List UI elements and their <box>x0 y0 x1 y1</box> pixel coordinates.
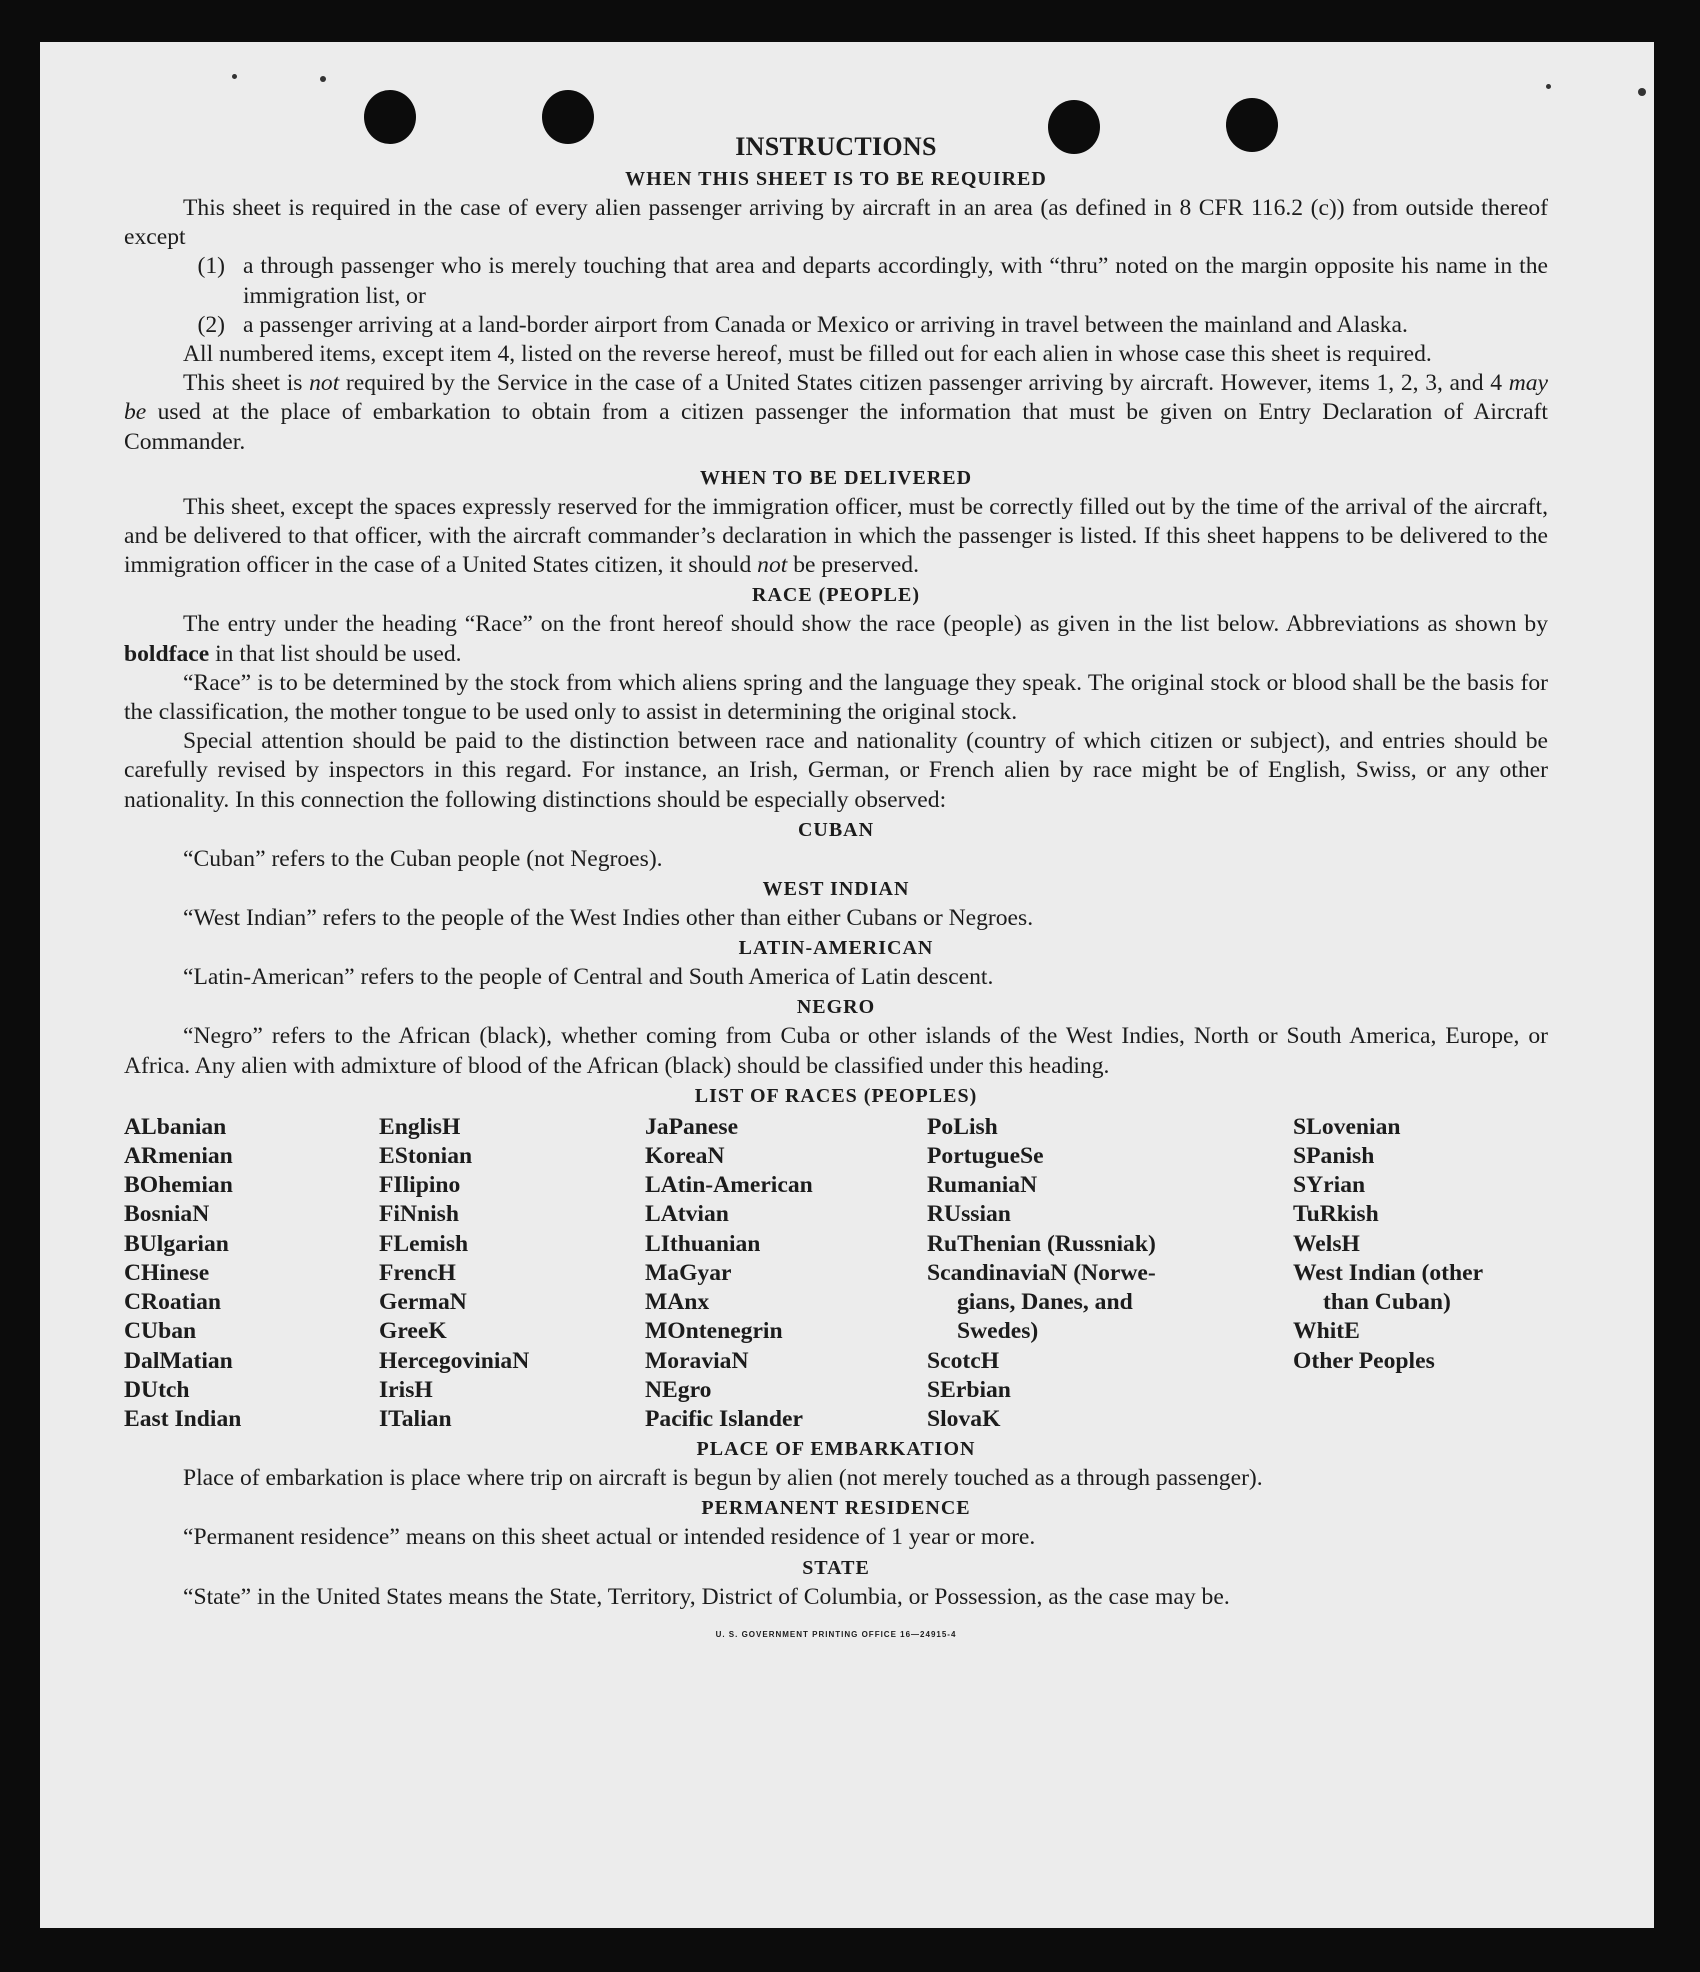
race-entry: Other Peoples <box>1293 1347 1435 1374</box>
race-entry: WelsH <box>1293 1230 1360 1257</box>
section-heading-residence: PERMANENT RESIDENCE <box>701 1497 971 1520</box>
race-entry: MoraviaN <box>645 1347 749 1374</box>
race-entry: GreeK <box>379 1318 447 1345</box>
race-entry: Swedes) <box>957 1318 1039 1345</box>
races-group <box>1293 1317 1548 1375</box>
race-entry: HercegoviniaN <box>379 1347 530 1374</box>
race-entry: RumaniaN <box>927 1172 1038 1199</box>
race-entry: GermaN <box>379 1289 467 1316</box>
race-entry: LAtvian <box>645 1201 729 1228</box>
race-entry: SPanish <box>1293 1143 1375 1170</box>
races-column <box>1293 1113 1548 1434</box>
section-heading-negro: NEGRO <box>796 996 876 1019</box>
race-entry: MaGyar <box>645 1259 732 1286</box>
definition-text: “West Indian” refers to the people of the West Indies other than either Cubans or Negroes. <box>183 905 1034 932</box>
scan-speck <box>1638 88 1646 96</box>
numbered-item <box>124 311 1548 340</box>
paragraph <box>124 493 1548 581</box>
paragraph: This sheet is required in the case of every alien passenger arriving by aircraft in an area (as defined in 8 CFR 116.2 (c)) from outside thereof except <box>124 195 1548 251</box>
race-entry: SYrian <box>1293 1172 1366 1199</box>
race-entry: MAnx <box>645 1289 710 1316</box>
race-entry: ITalian <box>379 1405 452 1432</box>
race-entry: MOntenegrin <box>645 1318 783 1345</box>
section-heading-embarkation: PLACE OF EMBARKATION <box>696 1438 976 1461</box>
item-number: (2) <box>197 311 225 338</box>
races-list <box>124 1113 1548 1434</box>
race-entry: than Cuban) <box>1323 1289 1451 1316</box>
race-entry: CUban <box>124 1318 197 1345</box>
race-entry: IrisH <box>379 1376 433 1403</box>
race-entry: NEgro <box>645 1376 712 1403</box>
paragraph: “Race” is to be determined by the stock from which aliens spring and the language they speak. The original stock or blood shall be the basis for the classification, the mother tongue to be used only to assist in determining the original stock. <box>124 669 1548 726</box>
race-entry: KoreaN <box>645 1143 725 1170</box>
race-entry: RUssian <box>927 1201 1011 1228</box>
section-heading-race: RACE (PEOPLE) <box>752 584 920 607</box>
section-heading-state: STATE <box>802 1556 870 1579</box>
race-entry: LAtin-American <box>645 1172 813 1199</box>
races-group <box>927 1347 1293 1435</box>
text-run: required by the Service in the case of a United States citizen passenger arriving by aircraft. However, items 1, 2, 3, and 4 <box>339 370 1509 397</box>
printer-imprint: U. S. GOVERNMENT PRINTING OFFICE 16—24915-4 <box>715 1629 957 1639</box>
text-run: in that list should be used. <box>209 640 462 667</box>
race-entry: PoLish <box>927 1113 998 1140</box>
race-entry: DUtch <box>124 1376 190 1403</box>
text-run: used at the place of embarkation to obtain from a citizen passenger the information that must be given on Entry Declaration of Aircraft Commander. <box>124 399 1548 455</box>
definition-text: “Cuban” refers to the Cuban people (not Negroes). <box>183 845 663 872</box>
definition-text: “Latin-American” refers to the people of Central and South America of Latin descent. <box>183 964 994 991</box>
race-entry: JaPanese <box>645 1113 739 1140</box>
scan-speck <box>320 76 326 82</box>
instructions-content <box>124 130 1548 1649</box>
race-entry: FIlipino <box>379 1172 461 1199</box>
race-entry: EnglisH <box>379 1113 461 1140</box>
race-entry: FLemish <box>379 1230 469 1257</box>
races-group <box>1293 1288 1548 1317</box>
race-entry: East Indian <box>124 1405 242 1432</box>
races-group <box>1293 1113 1548 1288</box>
section-heading-when-delivered: WHEN TO BE DELIVERED <box>699 466 973 489</box>
race-entry: RuThenian (Russniak) <box>927 1230 1156 1257</box>
page-title: INSTRUCTIONS <box>735 132 937 161</box>
race-entry: ARmenian <box>124 1143 233 1170</box>
section-heading-when-required: WHEN THIS SHEET IS TO BE REQUIRED <box>625 168 1047 190</box>
races-group <box>927 1113 1293 1288</box>
paragraph: Place of embarkation is place where trip on aircraft is begun by alien (not merely touched as a through passenger). <box>183 1465 1263 1492</box>
race-entry: ScotcH <box>927 1347 1000 1374</box>
italic-text: may be <box>124 370 1548 426</box>
race-entry: WhitE <box>1293 1318 1360 1345</box>
section-heading-races-list: LIST OF RACES (PEOPLES) <box>694 1084 978 1107</box>
race-entry: CHinese <box>124 1259 210 1286</box>
races-column <box>645 1113 927 1434</box>
scan-speck <box>232 74 237 79</box>
paragraph <box>124 610 1548 668</box>
text-run: be preserved. <box>787 552 919 579</box>
text-run: This sheet is <box>183 370 310 397</box>
race-entry: ALbanian <box>124 1113 227 1140</box>
scan-speck <box>1546 84 1551 89</box>
paragraph: “Permanent residence” means on this sheet actual or intended residence of 1 year or more. <box>183 1524 1036 1551</box>
bold-text: boldface <box>124 640 210 667</box>
item-text: a through passenger who is merely touching that area and departs accordingly, with “thru” noted on the margin opposite his name in the immigration list, or <box>243 253 1548 309</box>
race-entry: LIthuanian <box>645 1230 761 1257</box>
race-entry: Pacific Islander <box>645 1405 803 1432</box>
races-column <box>927 1113 1293 1434</box>
race-entry: FrencH <box>379 1259 456 1286</box>
race-entry: BUlgarian <box>124 1230 229 1257</box>
numbered-item <box>124 252 1548 310</box>
paragraph <box>124 369 1548 457</box>
item-text: a passenger arriving at a land-border airport from Canada or Mexico or arriving in travel between the mainland and Alaska. <box>243 311 1408 338</box>
paragraph: “Negro” refers to the African (black), whether coming from Cuba or other islands of the West Indies, North or South America, Europe, or Africa. Any alien with admixture of blood of the African (black) should be classified under this heading. <box>124 1023 1548 1079</box>
race-entry: ScandinaviaN (Norwe- <box>927 1259 1156 1286</box>
race-entry: CRoatian <box>124 1289 222 1316</box>
race-entry: PortugueSe <box>927 1143 1044 1170</box>
section-heading-cuban: CUBAN <box>797 818 875 841</box>
race-entry: West Indian (other <box>1293 1259 1484 1286</box>
race-entry: SErbian <box>927 1376 1011 1403</box>
race-entry: TuRkish <box>1293 1201 1379 1228</box>
paragraph: “State” in the United States means the State, Territory, District of Columbia, or Possession, as the case may be. <box>183 1583 1230 1610</box>
race-entry: DalMatian <box>124 1347 233 1374</box>
race-entry: SLovenian <box>1293 1113 1401 1140</box>
paragraph: Special attention should be paid to the distinction between race and nationality (country of which citizen or subject), and entries should be carefully revised by inspectors in this regard. For instance, an Irish, German, or French alien by race might be of English, Swiss, or any other nationality. In this connection the following distinctions should be especially observed: <box>124 728 1548 813</box>
race-entry: FiNnish <box>379 1201 459 1228</box>
race-entry: BOhemian <box>124 1172 233 1199</box>
item-number: (1) <box>197 253 225 280</box>
race-entry: gians, Danes, and <box>957 1289 1133 1316</box>
races-column <box>379 1113 645 1434</box>
text-run: This sheet, except the spaces expressly reserved for the immigration officer, must be correctly filled out by the time of the arrival of the aircraft, and be delivered to that officer, with the aircraft commander’s declaration in which the passenger is listed. If this sheet happens to be delivered to the immigration officer in the case of a United States citizen, it should <box>124 493 1548 579</box>
document-sheet <box>40 42 1654 1928</box>
italic-text: not <box>309 370 340 397</box>
race-entry: BosniaN <box>124 1201 210 1228</box>
race-entry: EStonian <box>379 1143 473 1170</box>
section-heading-latin-american: LATIN-AMERICAN <box>738 937 934 960</box>
race-entry: SlovaK <box>927 1405 1001 1432</box>
races-column <box>124 1113 379 1434</box>
text-run: The entry under the heading “Race” on the front hereof should show the race (people) as given in the list below. Abbreviations as shown by <box>183 611 1548 638</box>
italic-text: not <box>757 552 788 579</box>
section-heading-west-indian: WEST INDIAN <box>762 878 910 901</box>
races-group <box>927 1288 1293 1346</box>
paragraph: All numbered items, except item 4, listed on the reverse hereof, must be filled out for each alien in whose case this sheet is required. <box>183 341 1432 368</box>
